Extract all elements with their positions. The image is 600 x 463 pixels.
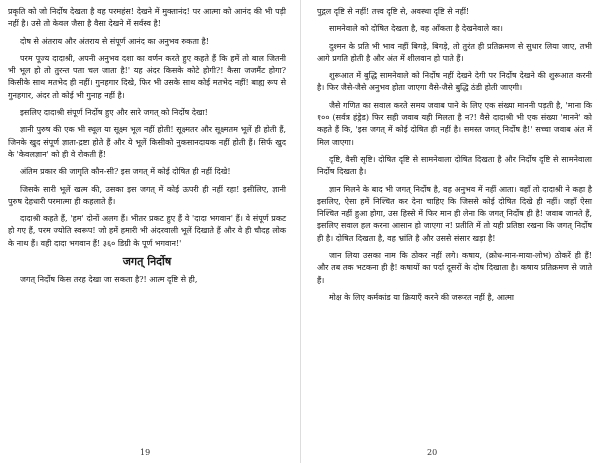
paragraph: प्रकृति को जो निर्दोष देखता है वह परमहंस! देखने में मुक्तानंद! पर आत्मा को आनंद की भी पड़ी नहीं है। उसे तो केवल जैसा है वैसा देखने में सर्वस्व है! bbox=[8, 7, 286, 29]
right-page bbox=[300, 0, 600, 463]
section-heading: जगत् निर्दोष bbox=[122, 255, 172, 269]
paragraph: जैसे गणित का सवाल करते समय जवाब पाने के लिए एक संख्या माननी पड़ती है, 'माना कि १०० (सर्वत्र हंड्रेड) फिर सही जवाब यही मिलता है न?! वैसे दादाश्री भी एक संख्या 'मानने' को कहते हैं कि, 'इस जगत् में कोई दोषित ही नहीं है। समस्त जगत् निर्दोष है!' सच्चा जवाब अंत में मिल जाएगा। bbox=[317, 100, 592, 147]
paragraph: दृष्टि, वैसी सृष्टि। दोषित दृष्टि से सामनेवाला दोषित दिखता है और निर्दोष दृष्टि से सामनेवाला निर्दोष दिखता है। bbox=[317, 154, 592, 177]
page-number: 20 bbox=[427, 448, 438, 457]
paragraph: जगत् निर्दोष किस तरह देखा जा सकता है?! आत्म दृष्टि से ही, bbox=[20, 275, 198, 285]
paragraph: पुद्गल दृष्टि से नहीं! तत्त्व दृष्टि से, अवस्था दृष्टि से नहीं! bbox=[317, 7, 470, 16]
left-page-content bbox=[8, 6, 286, 286]
right-page-content bbox=[317, 6, 592, 304]
paragraph: जान लिया उसका नाम कि ठोकर नहीं लगे। कषाय, (क्रोध-मान-माया-लोभ) ठोकरें ही हैं! और तब तक भटकना ही है! कषायों का पर्दा दूसरों के दोष दिखाता है। कषाय प्रतिक्रमण से जाते हैं। bbox=[317, 251, 592, 285]
paragraph: परम पूज्य दादाश्री, अपनी अनुभव दशा का वर्णन करते हुए कहते हैं कि हमें तो बाल जितनी भी भूल हो तो तुरन्त पता चल जाता है!' यह अंदर किसके कोटे होगी?! कैसा जजमैंट होगा? किसीके साथ मतभेद ही नहीं। गुनहगार दिखे, फिर भी उसके साथ कोई मतभेद नहीं! बाह्य रूप से गुनहगार, अंदर तो कोई भी गुनाह नहीं है। bbox=[8, 53, 286, 100]
paragraph: इसलिए दादाश्री संपूर्ण निर्दोष हुए और सारे जगत् को निर्दोष देखा! bbox=[20, 108, 208, 118]
paragraph: अंतिम प्रकार की जागृति कौन-सी? इस जगत् में कोई दोषित ही नहीं दिखे! bbox=[20, 167, 231, 177]
paragraph: शुरूआत में बुद्धि सामनेवाले को निर्दोष नहीं देखने देगी पर निर्दोष देखने की शुरूआत करनी है। फिर जैसे-जैसे अनुभव होता जाएगा वैसे-जैसे बुद्धि ठंडी होती जाएगी। bbox=[317, 71, 592, 93]
paragraph: दादाश्री कहते हैं, 'हम' दोनों अलग हैं। भीतर प्रकट हुए हैं वे 'दादा भगवान' हैं। वे संपूर्ण प्रकट हो गए हैं, परम ज्योति स्वरूप! जो हमें हमारी भी अंदरवाली भूलें दिखाते हैं और वे ही चौदह लोक के नाथ हैं। वही दादा भगवान हैं! ३६० डिग्री के पूर्ण भगवान!' bbox=[8, 214, 286, 248]
paragraph: जिसके सारी भूलें खत्म की, उसका इस जगत् में कोई ऊपरी ही नहीं रहा! इसीलिए, ज्ञानी पुरुष देहधारी परमात्मा ही कहलाते हैं। bbox=[8, 184, 286, 206]
page-number: 19 bbox=[140, 448, 151, 457]
paragraph: ज्ञानी पुरुष की एक भी स्थूल या सूक्ष्म भूल नहीं होती! सूक्ष्मतर और सूक्ष्मतम भूलें ही होती हैं, जिनके खुद संपूर्ण ज्ञाता-द्रष्टा होते हैं और ये भूलें किसीको नुकसानदायक नहीं होती हैं। सिर्फ खुद के 'केवलज्ञान' को ही वे रोकती हैं! bbox=[8, 125, 286, 159]
paragraph: मोक्ष के लिए कर्मकांड या क्रियाएँ करने की जरूरत नहीं है, आत्मा bbox=[329, 292, 515, 302]
paragraph: ज्ञान मिलने के बाद भी जगत् निर्दोष है, वह अनुभव में नहीं आता। वहाँ तो दादाश्री ने कहा है इसलिए, ऐसा हमें निश्चित कर देना चाहिए कि जिससे कोई दोषित दिखे ही नहीं। जहाँ ऐसा निश्चित नहीं हुआ होगा, उस हिस्से में फिर मान ही लेना कि जगत् निर्दोष ही है! जवाब जानते हैं, इसलिए सवाल हल करना आसान हो जाएगा न! प्रतीति में तो यही प्रतिष्ठा रखना कि जगत् निर्दोष ही है। दोषित दिखता है, वह भ्रांति है और उससे संसार खड़ा है! bbox=[317, 184, 592, 243]
paragraph: दुश्मन के प्रति भी भाव नहीं बिगड़े, बिगड़े, तो तुरंत ही प्रतिक्रमण से सुधार लिया जाए, तभी आगे प्रगति होती है और अंत में शीलवान हो पाते हैं। bbox=[317, 41, 592, 63]
paragraph: सामनेवाले को दोषित देखता है, वह आँकता है देखनेवाले का। bbox=[329, 24, 503, 34]
paragraph: दोष से अंतराय और अंतराय से संपूर्ण आनंद का अनुभव रुकता है! bbox=[20, 36, 209, 46]
